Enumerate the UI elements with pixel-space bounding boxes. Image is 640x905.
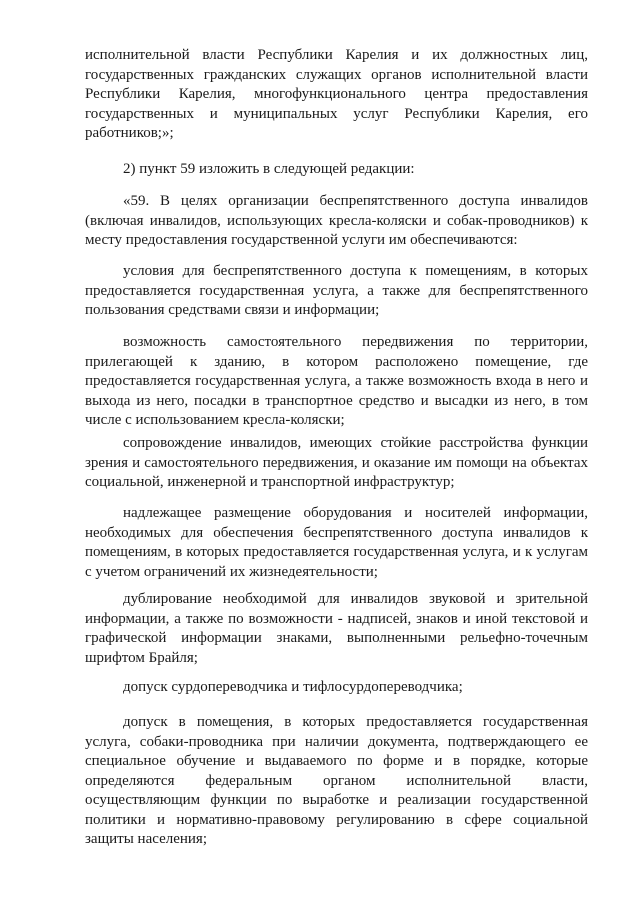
paragraph-access-conditions: условия для беспрепятственного доступа к помещениям, в которых предоставляется государственная услуга, а также для беспрепятственного пользования средствами связи и информации; [85,263,588,318]
paragraph-escort: сопровождение инвалидов, имеющих стойкие расстройства функции зрения и самостоятельного передвижения, и оказание им помощи на объектах социальной, инженерной и транспортной инфраструктур; [85,435,588,490]
paragraph-guide-dog: допуск в помещения, в которых предоставляется государственная услуга, собаки-проводника при наличии документа, подтверждающего ее специальное обучение и выдаваемого по форме и в порядке, которые определяются федеральным органом исполнительной власти, осуществляющим функции по выработке и реализации государственной политики и нормативно-правовому регулированию в сфере социальной защиты населения; [85,714,588,847]
paragraph-item-2: 2) пункт 59 изложить в следующей редакции: [123,161,415,177]
paragraph-interpreter: допуск сурдопереводчика и тифлосурдопереводчика; [123,679,463,695]
paragraph-point-59: «59. В целях организации беспрепятственного доступа инвалидов (включая инвалидов, использующих кресла-коляски и собак-проводников) к месту предоставления государственной услуги им обеспечиваются: [85,193,588,248]
paragraph-equipment: надлежащее размещение оборудования и носителей информации, необходимых для обеспечения беспрепятственного доступа инвалидов к помещениям, в которых предоставляется государственная услуга, и к услугам с учетом ограничений их жизнедеятельности; [85,505,588,580]
paragraph-braille: дублирование необходимой для инвалидов звуковой и зрительной информации, а также по возможности - надписей, знаков и иной текстовой и графической информации знаками, выполненными рельефно-точечным шрифтом Брайля; [85,591,588,666]
paragraph-movement: возможность самостоятельного передвижения по территории, прилегающей к зданию, в котором расположено помещение, где предоставляется государственная услуга, а также возможность входа в него и выхода из него, посадки в транспортное средство и высадки из него, в том числе с использованием кресла-коляски; [85,334,588,428]
paragraph-continuation: исполнительной власти Республики Карелия и их должностных лиц, государственных гражданских служащих органов исполнительной власти Республики Карелия, многофункционального центра предоставления государственных и муниципальных услуг Республики Карелия, его работников;»; [85,47,588,141]
